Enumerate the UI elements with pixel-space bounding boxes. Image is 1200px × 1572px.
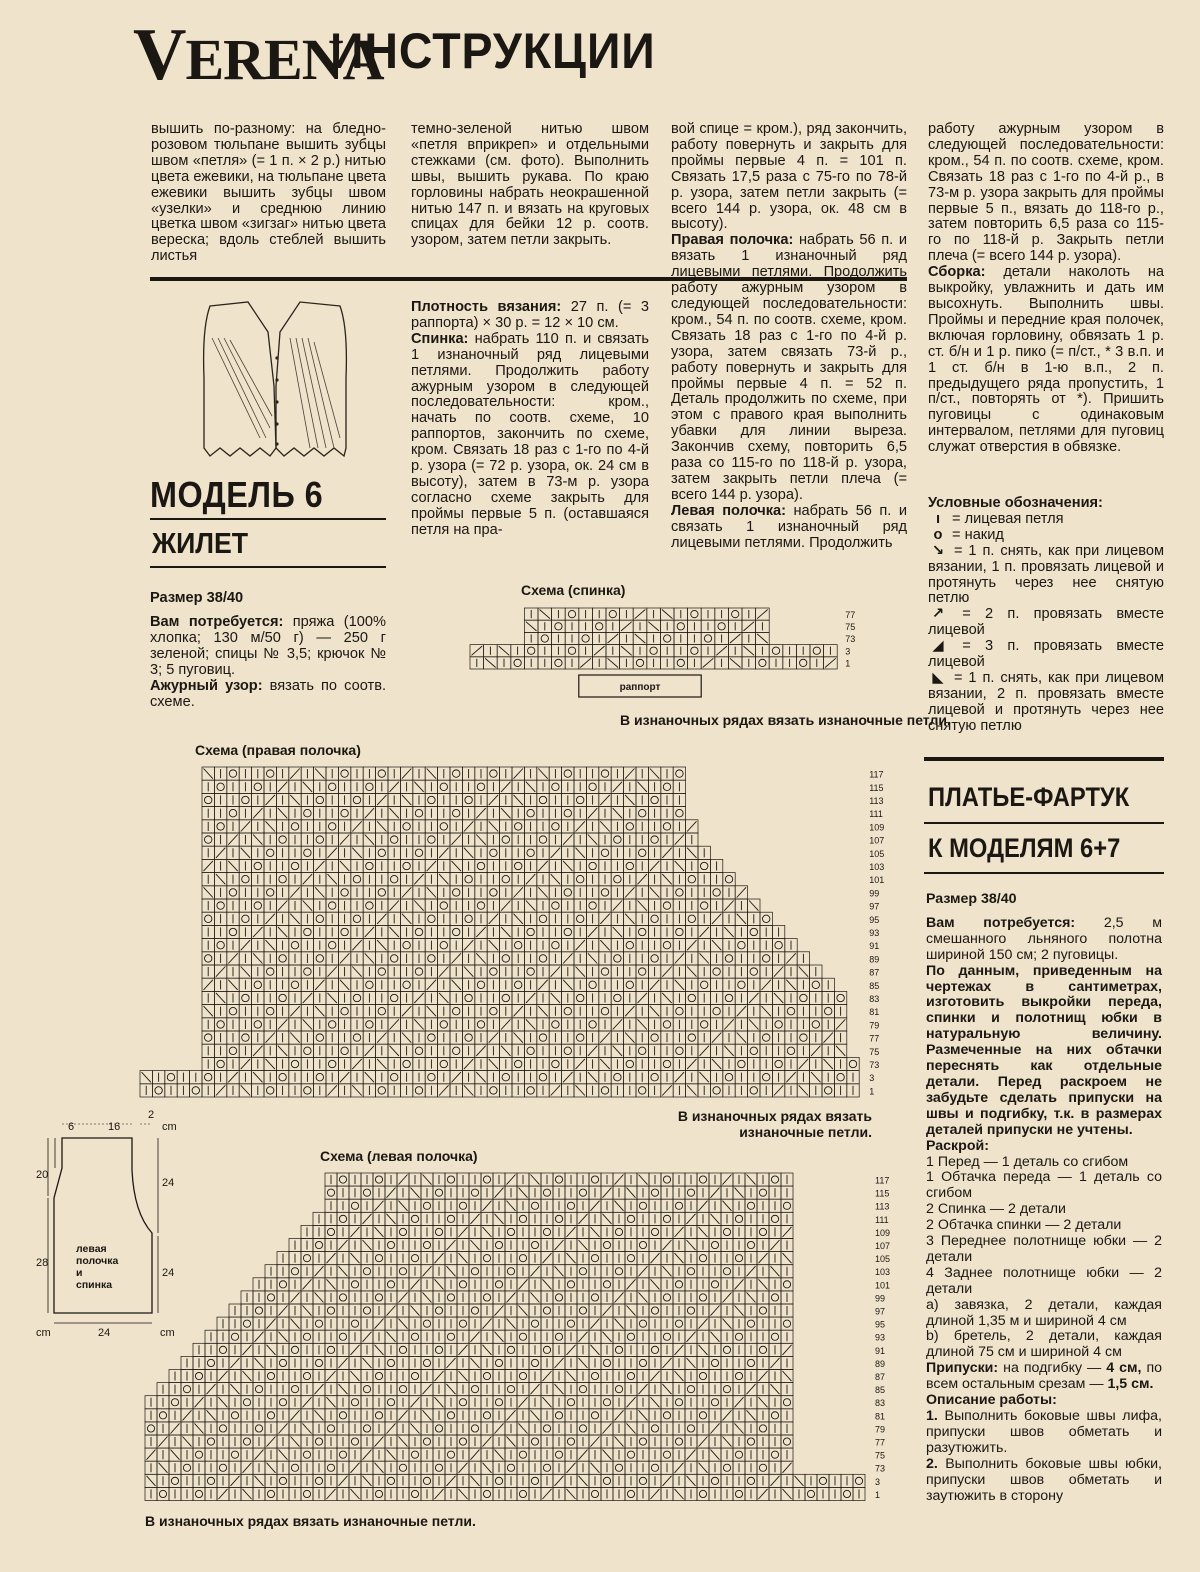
legend-symbol-icon: o: [933, 526, 943, 543]
pattern-label: и: [76, 1267, 83, 1279]
pattern-label: полочка: [76, 1255, 119, 1267]
col4-para-0: работу ажурным узором в следующей последовательности: кром., 54 п. по соотв. схеме, кром. Связать 18 раз с 1-го по 4-й р., в 73-м р. узора закрыть для проймы первые 5 п., вязать до 118-го р., затем повторить 6,5 раза со 115-го по 118-й р. Закрыть петли плеча (= всего 144 р. узора).: [928, 121, 1164, 265]
left-chart-row-label: 109: [875, 1227, 891, 1238]
left-chart-row-label: 95: [875, 1319, 886, 1330]
right-chart-grid: [140, 767, 859, 1097]
left-chart-row-label: 73: [875, 1463, 886, 1474]
cut-item-0: 1 Перед — 1 деталь со сгибом: [926, 1153, 1129, 1170]
right-chart-row-label: 81: [869, 1007, 880, 1018]
left-chart-row-label: 83: [875, 1398, 886, 1409]
legend-symbol-icon: ◣: [932, 669, 944, 686]
right-chart-row-label: 117: [869, 769, 884, 780]
right-chart-row-label: 111: [869, 809, 883, 820]
col2-para-0: Плотность вязания: 27 п. (= 3 раппорта) × 30 р. = 12 × 10 см.: [411, 299, 649, 331]
legend-item-2: ↘ = 1 п. снять, как при лицевом вязании, 1 п. провязать лицевой и протянуть через нее снятую петлю: [928, 542, 1164, 607]
left-chart-row-label: 111: [875, 1214, 889, 1225]
right-chart-row-label: 83: [869, 993, 880, 1004]
col2-top: темно-зеленой нитью швом «петля вприкреп» и отдельными стежками (см. фото). Выполнить швы, вышить рукава. По краю горловины набрать неокрашенной нитью 147 п. и вязать на круговых спицах для бейки 12 р. соотв. узором, затем петли закрыть.: [411, 121, 649, 249]
right-chart-row-label: 1: [869, 1086, 875, 1097]
model-rule: [150, 518, 386, 520]
pattern-dim-left: 20: [36, 1169, 49, 1181]
right-chart-row-label: 107: [869, 835, 885, 846]
left-chart-note: В изнаночных рядах вязать изнаночные петли.: [145, 1513, 476, 1529]
right-chart-row-label: 79: [869, 1020, 880, 1031]
left-chart-row-label: 75: [875, 1450, 886, 1461]
right-chart-row-label: 73: [869, 1059, 880, 1070]
col4: [928, 122, 1164, 456]
pattern-dim-right: 24: [162, 1177, 175, 1189]
apron-sub-rule: [924, 872, 1164, 874]
cut-item-6: a) завязка, 2 детали, каждая длиной 1,35 м и шириной 4 см: [926, 1296, 1162, 1329]
pattern-dim-bottom: 24: [98, 1327, 111, 1339]
back-chart-row-label: 1: [845, 658, 851, 669]
size-label: Размер 38/40: [150, 590, 244, 606]
pattern-dim-top: 2: [148, 1109, 155, 1121]
left-chart-row-label: 99: [875, 1293, 886, 1304]
col4-para-1: Сборка: детали наколоть на выкройку, увлажнить и дать им высохнуть. Выполнить швы. Проймы и передние края полочек, включая горловину, обвязать 1 р. ст. б/н и 1 р. пико (= п/ст., * 3 в.п. и 1 ст. б/н в 1-ю в.п., 2 п. предыдущего ряда пропустить, 1 п/ст., повторять от *). Пришить пуговицы с одинаковым интервалом, петлями для пуговиц служат отверстия в обвязке.: [928, 264, 1164, 456]
legend-item-5: ◣ = 1 п. снять, как при лицевом вязании, 2 п. провязать вместе лицевой и протянуть через нее снятую петлю: [928, 669, 1164, 734]
left-chart-row-label: 3: [875, 1476, 881, 1487]
pattern-label: спинка: [76, 1279, 113, 1291]
legend-symbol-icon: ↘: [931, 542, 945, 559]
back-chart-row-label: 3: [845, 646, 851, 657]
left-chart-row-label: 107: [875, 1240, 891, 1251]
pattern-dim-left: 28: [36, 1257, 49, 1269]
right-chart-row-label: 75: [869, 1046, 880, 1057]
legend-symbol-icon: ↗: [931, 606, 945, 623]
right-chart-row-label: 3: [869, 1073, 875, 1084]
legend-title: Условные обозначения:: [928, 495, 1103, 511]
right-chart-note: В изнаночных рядах вязать изнаночные петли.: [677, 1108, 872, 1140]
left-chart-title: Схема (левая полочка): [320, 1148, 478, 1164]
apron-details: Размер 38/40 Вам потребуется: 2,5 м смешанного льняного полотна шириной 150 см; 2 пуговицы. По данным, приведенным на чертежах в сантиметрах, изготовить выкройки переда, спинки и полотнищ юбки в натуральную величину. Размеченные на них обтачки переснять как отдельные детали. Перед раскроем не забудьте сделать припуски на швы и подгибку, т.к. в размерах деталей припуски не учтены. Раскрой: 1 Перед — 1 деталь со сгибом 1 Обтачка переда — 1 деталь со сгибом 2 Спинка — 2 детали 2 Обтачка спинки — 2 детали 3 Переднее полотнище юбки — 2 детали 4 Заднее полотнище юбки — 2 детали a) завязка, 2 детали, каждая длиной 1,35 м и шириной 4 см b) бретель, 2 детали, каждая длиной 75 см и шириной 4 см Припуски: на подгибку — 4 см, по всем остальным срезам — 1,5 см. Описание работы: 1. Выполнить боковые швы лифа, припуски швов обметать и разутюжить. 2. Выполнить боковые швы юбки, припуски швов обметать и заутюжить в сторону: [926, 891, 1163, 1504]
pattern-unit: cm: [160, 1327, 175, 1339]
legend-item-3: ↗ = 2 п. провязать вместе лицевой: [928, 606, 1164, 639]
vest-sketch: [200, 298, 350, 466]
col3-para-0: вой спице = кром.), ряд закончить, работу повернуть и закрыть для проймы первые 4 п. = 101 п. Связать 17,5 раза с 75-го по 78-й р. узора, затем петли закрыть (= всего 144 р. узора, ок. 48 см в высоту).: [671, 121, 907, 233]
left-chart-row-label: 91: [875, 1345, 886, 1356]
col3-para-2: Левая полочка: набрать 56 п. и связать 1 изнаночный ряд лицевыми петлями. Продолжить: [671, 502, 907, 551]
col1-top: вышить по-разному: на бледно-розовом тюльпане вышить зубцы швом «петля» (= 1 п. × 2 р.) нитью цвета ежевики, на тюльпане цвета ежевики вышить зубцы швом «узелки» и среднюю линию цветка швом «зигзаг» нитью цвета вереска; вдоль стеблей вышить листья: [151, 121, 386, 265]
right-chart-row-label: 91: [869, 941, 880, 952]
pattern-unit: cm: [162, 1121, 177, 1133]
right-chart-row-label: 109: [869, 822, 885, 833]
pattern-dim-top: 6: [68, 1121, 75, 1133]
left-chart-row-label: 117: [875, 1175, 890, 1186]
left-chart: [140, 1168, 900, 1510]
right-chart-row-label: 95: [869, 914, 880, 925]
right-chart-row-label: 105: [869, 848, 885, 859]
legend-item-0: ı = лицевая петля: [928, 512, 1164, 528]
back-chart-note: В изнаночных рядах вязать изнаночные петли.: [620, 712, 951, 728]
left-chart-row-label: 81: [875, 1411, 886, 1422]
col2-main: [411, 300, 649, 539]
right-chart-row-label: 101: [869, 875, 885, 886]
right-chart-row-label: 103: [869, 861, 885, 872]
legend-item-4: ◢ = 3 п. провязать вместе лицевой: [928, 638, 1164, 671]
cut-item-3: 2 Обтачка спинки — 2 детали: [926, 1217, 1122, 1234]
left-chart-row-label: 97: [875, 1306, 886, 1317]
model-subtitle: ЖИЛЕТ: [152, 528, 249, 560]
left-chart-row-label: 105: [875, 1254, 891, 1265]
back-chart-grid: [470, 608, 837, 669]
right-chart-row-label: 77: [869, 1033, 880, 1044]
cut-item-1: 1 Обтачка переда — 1 деталь со сгибом: [926, 1169, 1162, 1202]
back-chart: [460, 600, 860, 720]
legend-symbol-icon: ◢: [932, 638, 944, 655]
model6-details: Размер 38/40 Вам потребуется: пряжа (100% хлопка; 130 м/50 г) — 250 г зеленой; спицы № 3,5; крючок № 3; 5 пуговиц. Ажурный узор: вязать по соотв. схеме.: [150, 590, 386, 710]
left-chart-row-label: 103: [875, 1267, 891, 1278]
cut-item-4: 3 Переднее полотнище юбки — 2 детали: [926, 1233, 1162, 1265]
pattern-piece-diagram: [30, 1108, 190, 1348]
right-chart-row-label: 99: [869, 888, 880, 899]
left-chart-row-label: 87: [875, 1371, 886, 1382]
pattern-dim-top: 16: [108, 1121, 121, 1133]
brand-logo: VERENA: [133, 14, 384, 96]
right-chart-row-label: 89: [869, 954, 880, 965]
left-chart-row-label: 77: [875, 1437, 886, 1448]
left-chart-row-label: 115: [875, 1188, 890, 1199]
left-chart-row-label: 89: [875, 1358, 886, 1369]
right-chart-row-label: 113: [869, 795, 884, 806]
apron-rule: [924, 757, 1164, 761]
rapport-label: раппорт: [619, 682, 661, 693]
col3-para-1: Правая полочка: набрать 56 п. и вязать 1 изнаночный ряд лицевыми петлями. Продолжить работу ажурным узором в следующей последовательности: кром., 54 п. по соотв. схеме, кром. Связать 18 раз с 1-го по 4-й р. узора, затем связать 73-й р., работу повернуть и закрыть для проймы первые 4 п. = 52 п. Деталь продолжить по схеме, при этом с правого края выполнить убавки для линии выреза. Закончив схему, повторить 6,5 раза со 115-го по 118-й р. узора, затем закрыть петли плеча (= всего 144 р. узора).: [671, 232, 907, 503]
left-chart-row-label: 85: [875, 1385, 886, 1396]
left-chart-row-label: 1: [875, 1489, 881, 1500]
work-item-0: 1. Выполнить боковые швы лифа, припуски швов обметать и разутюжить.: [926, 1408, 1162, 1456]
right-chart: [135, 762, 895, 1107]
apron-subtitle: К МОДЕЛЯМ 6+7: [928, 833, 1121, 863]
cut-item-2: 2 Спинка — 2 детали: [926, 1201, 1066, 1218]
right-chart-row-label: 115: [869, 782, 884, 793]
back-chart-row-label: 77: [845, 609, 856, 620]
left-chart-grid: [145, 1173, 865, 1501]
right-chart-row-label: 85: [869, 980, 880, 991]
cut-item-7: b) бретель, 2 детали, каждая длиной 75 см и шириной 4 см: [926, 1328, 1162, 1361]
right-chart-title: Схема (правая полочка): [195, 742, 361, 758]
pattern-unit: cm: [36, 1327, 51, 1339]
model-sub-rule: [150, 566, 386, 568]
left-chart-row-label: 101: [875, 1280, 891, 1291]
back-chart-title: Схема (спинка): [521, 582, 626, 598]
apron-title-rule: [924, 822, 1164, 824]
back-chart-row-label: 73: [845, 634, 856, 645]
legend-item-1: o = накид: [928, 528, 1164, 544]
legend: [928, 496, 1164, 735]
left-chart-row-label: 113: [875, 1201, 890, 1212]
right-chart-row-label: 97: [869, 901, 880, 912]
back-chart-row-label: 75: [845, 621, 856, 632]
pattern-dim-right: 24: [162, 1267, 175, 1279]
cut-item-5: 4 Заднее полотнище юбки — 2 детали: [926, 1264, 1162, 1297]
right-chart-row-label: 93: [869, 927, 880, 938]
col3: [671, 122, 907, 551]
apron-title: ПЛАТЬЕ-ФАРТУК: [928, 782, 1130, 812]
col2-para-1: Спинка: набрать 110 п. и связать 1 изнаночный ряд лицевыми петлями. Продолжить работу ажурным узором в следующей последовательности: кром., начать по соотв. схеме, 10 раппортов, закончить по схеме, кром. Связать 18 раз с 1-го по 4-й р. узора (= 72 р. узора, ок. 24 см в высоту), затем в 73-м р. узора согласно схеме закрыть для проймы первые 5 п. (оставшаяся петля на пра-: [411, 330, 649, 538]
work-item-1: 2. Выполнить боковые швы юбки, припуски швов обметать и заутюжить в сторону: [926, 1455, 1162, 1504]
pattern-label: левая: [76, 1243, 107, 1255]
left-chart-row-label: 79: [875, 1424, 886, 1435]
model-title: МОДЕЛЬ 6: [150, 474, 324, 515]
right-chart-row-label: 87: [869, 967, 880, 978]
page-title: ИНСТРУКЦИИ: [330, 23, 656, 79]
legend-symbol-icon: ı: [935, 510, 941, 527]
left-chart-row-label: 93: [875, 1332, 886, 1343]
